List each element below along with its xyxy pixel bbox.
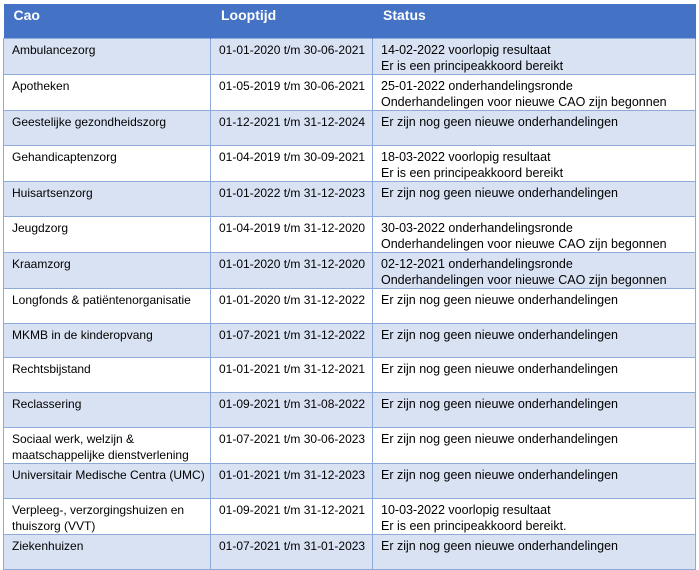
looptijd-value: 01-01-2021 t/m 31-12-2021: [219, 362, 366, 376]
table-row: [4, 289, 696, 324]
cao-cell: [4, 182, 211, 217]
looptijd-cell: [211, 358, 373, 393]
header-looptijd: Looptijd: [211, 4, 373, 39]
status-cell: [373, 253, 696, 289]
looptijd-value: 01-12-2021 t/m 31-12-2024: [219, 115, 366, 129]
status-line: 18-03-2022 voorlopig resultaat: [381, 150, 551, 164]
looptijd-cell: [211, 535, 373, 570]
status-line: Onderhandelingen voor nieuwe CAO zijn begonnen: [381, 237, 667, 251]
looptijd-cell: [211, 182, 373, 217]
looptijd-value: 01-09-2021 t/m 31-08-2022: [219, 397, 366, 411]
looptijd-value: 01-07-2021 t/m 31-01-2023: [219, 539, 366, 553]
looptijd-value: 01-09-2021 t/m 31-12-2021: [219, 503, 366, 517]
status-line: Er zijn nog geen nieuwe onderhandelingen: [381, 115, 618, 129]
table-row: [4, 499, 696, 535]
status-line: Er zijn nog geen nieuwe onderhandelingen: [381, 468, 618, 482]
status-cell: [373, 217, 696, 253]
header-row: [4, 4, 696, 39]
looptijd-cell: [211, 464, 373, 499]
cao-name: MKMB in de kinderopvang: [12, 328, 153, 342]
status-cell: [373, 393, 696, 428]
looptijd-value: 01-07-2021 t/m 30-06-2023: [219, 432, 366, 446]
status-cell: [373, 146, 696, 182]
status-cell: [373, 324, 696, 358]
table-row: [4, 39, 696, 75]
status-line: Er zijn nog geen nieuwe onderhandelingen: [381, 432, 618, 446]
looptijd-cell: [211, 393, 373, 428]
cao-cell: [4, 146, 211, 182]
looptijd-value: 01-01-2020 t/m 31-12-2022: [219, 293, 366, 307]
cao-table: [3, 4, 696, 570]
table-row: [4, 358, 696, 393]
cao-name: thuiszorg (VVT): [12, 519, 96, 533]
cao-name: Geestelijke gezondheidszorg: [12, 115, 167, 129]
status-line: Er zijn nog geen nieuwe onderhandelingen: [381, 328, 618, 342]
looptijd-cell: [211, 75, 373, 111]
cao-cell: [4, 289, 211, 324]
status-cell: [373, 499, 696, 535]
looptijd-value: 01-05-2019 t/m 30-06-2021: [219, 79, 366, 93]
status-line: Er zijn nog geen nieuwe onderhandelingen: [381, 539, 618, 553]
table-row: [4, 75, 696, 111]
status-line: Er zijn nog geen nieuwe onderhandelingen: [381, 362, 618, 376]
looptijd-value: 01-01-2020 t/m 30-06-2021: [219, 43, 366, 57]
table-row: [4, 111, 696, 146]
looptijd-cell: [211, 253, 373, 289]
cao-cell: [4, 428, 211, 464]
status-line: Onderhandelingen voor nieuwe CAO zijn begonnen: [381, 273, 667, 287]
cao-cell: [4, 324, 211, 358]
looptijd-value: 01-01-2022 t/m 31-12-2023: [219, 186, 366, 200]
cao-name: Apotheken: [12, 79, 70, 93]
status-cell: [373, 535, 696, 570]
header-cao: Cao: [4, 4, 211, 39]
status-line: Er is een principeakkoord bereikt: [381, 59, 564, 73]
status-line: Er zijn nog geen nieuwe onderhandelingen: [381, 397, 618, 411]
header-status: Status: [373, 4, 696, 39]
cao-cell: [4, 393, 211, 428]
cao-cell: [4, 111, 211, 146]
cao-name: Ambulancezorg: [12, 43, 96, 57]
looptijd-cell: [211, 499, 373, 535]
cao-name: Reclassering: [12, 397, 82, 411]
status-cell: [373, 75, 696, 111]
looptijd-cell: [211, 111, 373, 146]
cao-name: Huisartsenzorg: [12, 186, 93, 200]
looptijd-cell: [211, 146, 373, 182]
status-cell: [373, 39, 696, 75]
cao-cell: [4, 464, 211, 499]
status-line: Er zijn nog geen nieuwe onderhandelingen: [381, 186, 618, 200]
looptijd-value: 01-04-2019 t/m 30-09-2021: [219, 150, 366, 164]
cao-name: Verpleeg-, verzorgingshuizen en: [12, 503, 185, 517]
status-cell: [373, 358, 696, 393]
status-line: 14-02-2022 voorlopig resultaat: [381, 43, 551, 57]
looptijd-value: 01-04-2019 t/m 31-12-2020: [219, 221, 366, 235]
status-cell: [373, 182, 696, 217]
looptijd-value: 01-01-2020 t/m 31-12-2020: [219, 257, 366, 271]
cao-cell: [4, 499, 211, 535]
looptijd-cell: [211, 289, 373, 324]
looptijd-value: 01-01-2021 t/m 31-12-2023: [219, 468, 366, 482]
cao-cell: [4, 217, 211, 253]
table-row: [4, 428, 696, 464]
table-body: [4, 39, 696, 570]
cao-name: Ziekenhuizen: [12, 539, 84, 553]
table-row: [4, 217, 696, 253]
cao-name: Universitair Medische Centra (UMC): [12, 468, 205, 482]
status-line: 25-01-2022 onderhandelingsronde: [381, 79, 573, 93]
table-row: [4, 324, 696, 358]
table-row: [4, 253, 696, 289]
cao-name: maatschappelijke dienstverlening: [12, 448, 189, 462]
cao-table-container: [3, 4, 695, 570]
status-line: Er zijn nog geen nieuwe onderhandelingen: [381, 293, 618, 307]
table-row: [4, 464, 696, 499]
status-line: 30-03-2022 onderhandelingsronde: [381, 221, 573, 235]
table-row: [4, 393, 696, 428]
cao-name: Gehandicaptenzorg: [12, 150, 117, 164]
table-row: [4, 146, 696, 182]
status-cell: [373, 111, 696, 146]
status-line: 02-12-2021 onderhandelingsronde: [381, 257, 573, 271]
looptijd-cell: [211, 324, 373, 358]
looptijd-cell: [211, 428, 373, 464]
status-line: Er is een principeakkoord bereikt.: [381, 519, 567, 533]
looptijd-cell: [211, 39, 373, 75]
cao-name: Rechtsbijstand: [12, 362, 91, 376]
status-cell: [373, 289, 696, 324]
cao-name: Kraamzorg: [12, 257, 71, 271]
status-cell: [373, 464, 696, 499]
cao-cell: [4, 39, 211, 75]
cao-cell: [4, 253, 211, 289]
cao-name: Sociaal werk, welzijn &: [12, 432, 135, 446]
cao-cell: [4, 535, 211, 570]
status-line: Onderhandelingen voor nieuwe CAO zijn begonnen: [381, 95, 667, 109]
cao-name: Jeugdzorg: [12, 221, 69, 235]
looptijd-value: 01-07-2021 t/m 31-12-2022: [219, 328, 366, 342]
table-row: [4, 535, 696, 570]
status-cell: [373, 428, 696, 464]
status-line: 10-03-2022 voorlopig resultaat: [381, 503, 551, 517]
cao-cell: [4, 358, 211, 393]
cao-name: Longfonds & patiëntenorganisatie: [12, 293, 191, 307]
table-row: [4, 182, 696, 217]
looptijd-cell: [211, 217, 373, 253]
cao-cell: [4, 75, 211, 111]
status-line: Er is een principeakkoord bereikt: [381, 166, 564, 180]
